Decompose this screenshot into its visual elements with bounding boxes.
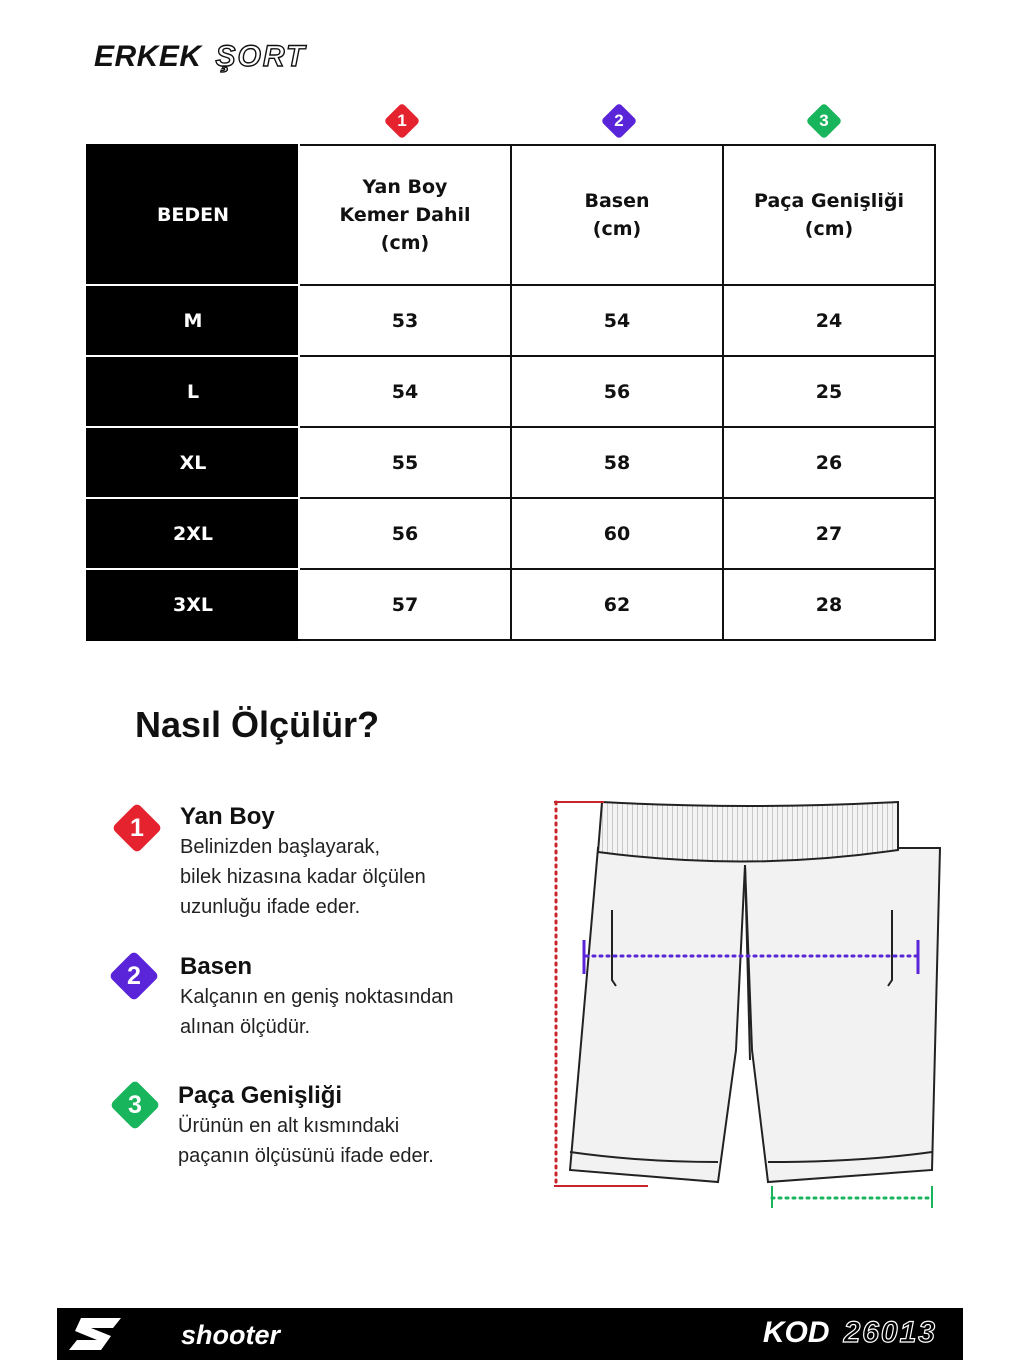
header-hip: Basen (cm) [511,145,723,285]
value-cell: 58 [511,427,723,498]
value-cell: 26 [723,427,935,498]
title-word-2: ŞORT [215,40,307,73]
brand-name: shooter [181,1320,281,1350]
kod-number: 26013 [843,1316,937,1349]
item-description: Ürünün en alt kısmındaki paçanın ölçüsünü ifade eder. [178,1115,434,1167]
size-cell: XL [87,427,299,498]
column-badge-2: 2 [601,103,638,140]
item-description: Belinizden başlayarak, bilek hizasına kadar ölçülen uzunluğu ifade eder. [180,836,426,918]
step-badge-2: 2 [109,951,160,1002]
item-title: Basen [180,953,253,980]
value-cell: 56 [299,498,511,569]
step-badge-3: 3 [110,1080,161,1131]
measure-item-side-length [180,802,426,922]
value-cell: 28 [723,569,935,640]
shorts-illustration [540,790,950,1220]
item-title: Paça Genişliği [178,1082,343,1109]
value-cell: 24 [723,285,935,356]
shooter-logo-icon [67,1314,123,1354]
table-header-row [87,145,935,285]
kod-label: KOD [762,1316,830,1349]
column-badge-1: 1 [384,103,421,140]
title-word-1: ERKEK [94,40,202,73]
table-row [87,285,935,356]
header-leg-opening: Paça Genişliği (cm) [723,145,935,285]
value-cell: 53 [299,285,511,356]
value-cell: 25 [723,356,935,427]
table-row [87,498,935,569]
value-cell: 56 [511,356,723,427]
header-side-length: Yan Boy Kemer Dahil (cm) [299,145,511,285]
value-cell: 54 [299,356,511,427]
header-size: BEDEN [87,145,299,285]
product-code [763,1316,937,1350]
measure-item-hip [180,952,454,1042]
table-row [87,356,935,427]
table-row [87,427,935,498]
step-badge-1: 1 [112,803,163,854]
value-cell: 55 [299,427,511,498]
size-cell: L [87,356,299,427]
footer-bar [57,1308,963,1360]
waistband [598,802,898,862]
value-cell: 57 [299,569,511,640]
table-row [87,569,935,640]
column-badge-3: 3 [806,103,843,140]
size-table [86,144,936,641]
value-cell: 60 [511,498,723,569]
size-cell: M [87,285,299,356]
how-to-measure-heading: Nasıl Ölçülür? [135,704,380,745]
value-cell: 62 [511,569,723,640]
item-description: Kalçanın en geniş noktasından alınan ölçüdür. [180,986,454,1038]
page-title [94,40,306,74]
measure-item-leg-opening [178,1081,434,1171]
value-cell: 54 [511,285,723,356]
size-cell: 2XL [87,498,299,569]
item-title: Yan Boy [180,803,275,830]
value-cell: 27 [723,498,935,569]
shorts-body [570,848,940,1182]
size-cell: 3XL [87,569,299,640]
